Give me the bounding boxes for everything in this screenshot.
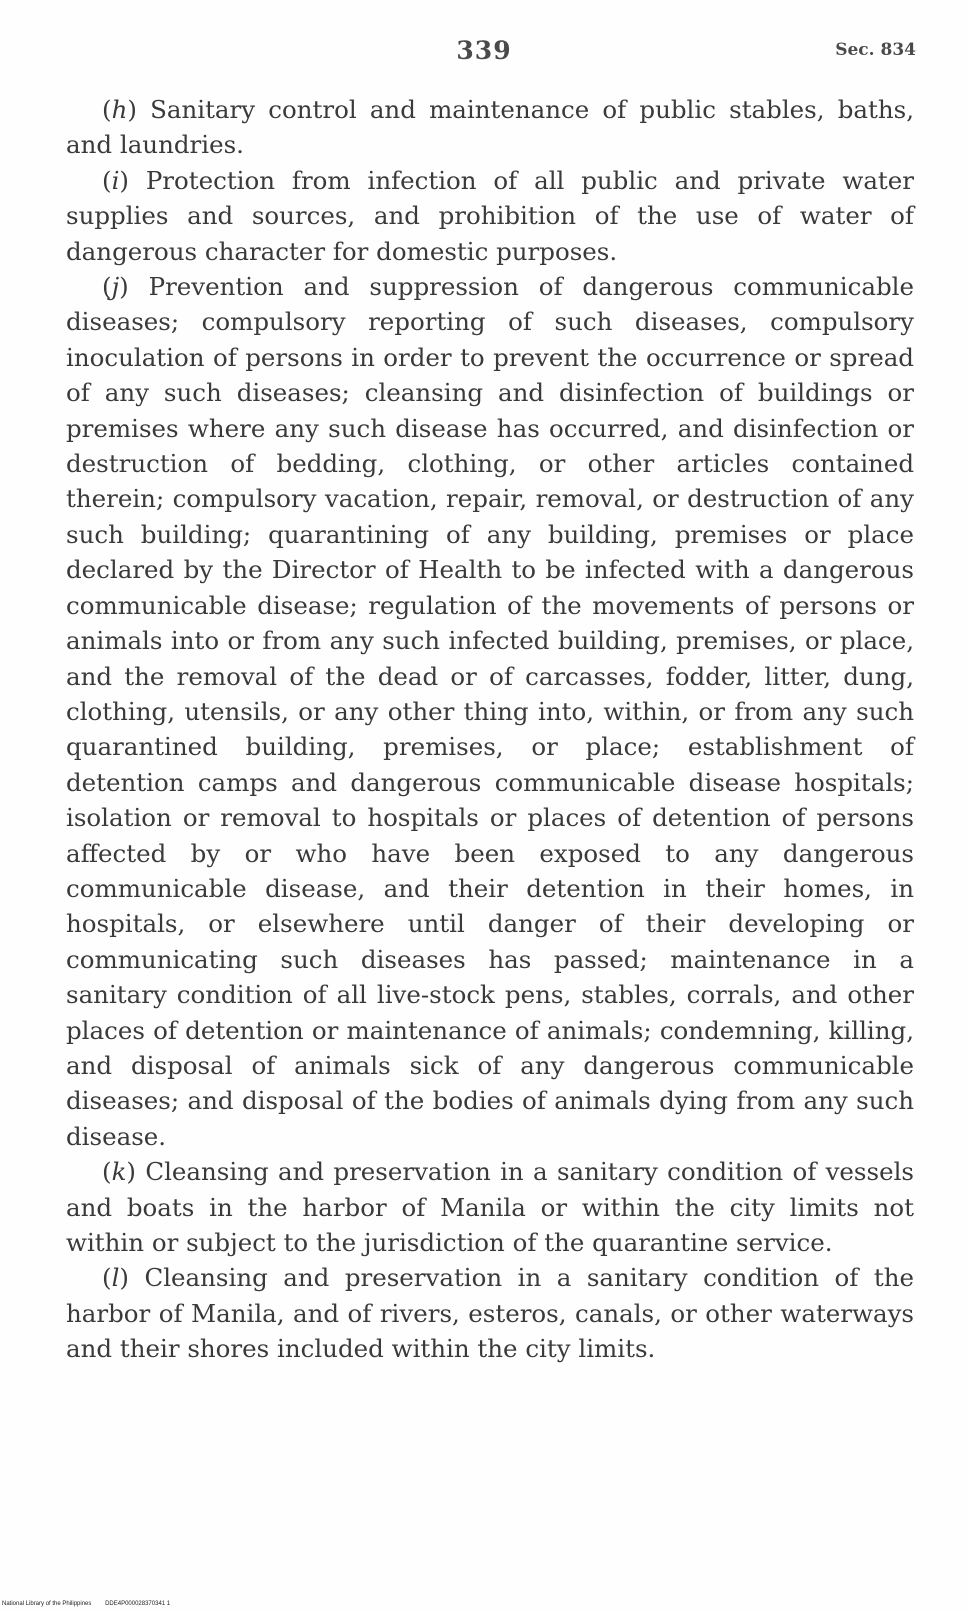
footer-code: DDE4P000028370341 1 (105, 1601, 171, 1607)
paragraph-k: (k) Cleansing and preservation in a sanitary condition of vessels and boats in the harbor of Manila or within the city limits not within or subject to the jurisdiction of the quarantine service. (66, 1157, 914, 1257)
body-text (66, 92, 914, 1367)
paragraph-h: (h) Sanitary control and maintenance of public stables, baths, and laundries. (66, 95, 914, 160)
paragraph-letter: h (111, 95, 128, 124)
paragraph-text: Prevention and suppression of dangerous communicable diseases; compulsory reporting of such diseases, compulsory inoculation of persons in order to prevent the occurrence or spread of any such diseases; cleansing and disinfection of buildings or premises where any such disease has occurred, and disinfection or destruction of bedding, clothing, or other articles contained therein; compulsory vacation, repair, removal, or destruction of any such building; quarantining of any building, premises or place declared by the Director of Health to be infected with a dangerous communicable disease; regulation of the movements of persons or animals into or from any such infected building, premises, or place, and the removal of the dead or of carcasses, fodder, litter, dung, clothing, utensils, or any other thing into, within, or from any such quarantined building, premises, or place; establishment of detention camps and dangerous communicable disease hospitals; isolation or removal to hospitals or places of detention of persons affected by or who have been exposed to any dangerous communicable disease, and their detention in their homes, in hospitals, or elsewhere until danger of their developing or communicating such diseases has passed; maintenance in a sanitary condition of all live-stock pens, stables, corrals, and other places of detention or maintenance of animals; condemning, killing, and disposal of animals sick of any dangerous communicable diseases; and disposal of the bodies of animals dying from any such disease. (66, 272, 914, 1151)
paragraph-letter: l (111, 1263, 120, 1293)
paragraph-letter: k (111, 1157, 127, 1187)
page-number: 339 (456, 36, 512, 65)
paragraph-text: Sanitary control and maintenance of public stables, baths, and laundries. (66, 95, 914, 160)
paragraph-j: (j) Prevention and suppression of dangerous communicable diseases; compulsory reporting of such diseases, compulsory inoculation of persons in order to prevent the occurrence or spread of any such diseases; cleansing and disinfection of buildings or premises where any such disease has occurred, and disinfection or destruction of bedding, clothing, or other articles contained therein; compulsory vacation, repair, removal, or destruction of any such building; quarantining of any building, premises or place declared by the Director of Health to be infected with a dangerous communicable disease; regulation of the movements of persons or animals into or from any such infected building, premises, or place, and the removal of the dead or of carcasses, fodder, litter, dung, clothing, utensils, or any other thing into, within, or from any such quarantined building, premises, or place; establishment of detention camps and dangerous communicable disease hospitals; isolation or removal to hospitals or places of detention of persons affected by or who have been exposed to any dangerous communicable disease, and their detention in their homes, in hospitals, or elsewhere until danger of their developing or communicating such diseases has passed; maintenance in a sanitary condition of all live-stock pens, stables, corrals, and other places of detention or maintenance of animals; condemning, killing, and disposal of animals sick of any dangerous communicable diseases; and disposal of the bodies of animals dying from any such disease. (66, 272, 914, 1151)
footer-library: National Library of the Philippines (2, 1601, 92, 1607)
paragraph-letter: j (111, 272, 120, 302)
section-reference: Sec. 834 (835, 40, 916, 60)
paragraph-l: (l) Cleansing and preservation in a sanitary condition of the harbor of Manila, and of rivers, esteros, canals, or other waterways and their shores included within the city limits. (66, 1263, 914, 1364)
paragraph-text: Cleansing and preservation in a sanitary condition of vessels and boats in the harbor of Manila or within the city limits not within or subject to the jurisdiction of the quarantine service. (66, 1157, 914, 1257)
paragraph-text: Protection from infection of all public and private water supplies and sources, and prohibition of the use of water of dangerous character for domestic purposes. (66, 165, 914, 266)
paragraph-text: Cleansing and preservation in a sanitary condition of the harbor of Manila, and of rivers, esteros, canals, or other waterways and their shores included within the city limits. (66, 1263, 914, 1364)
paragraph-letter: i (111, 165, 120, 195)
paragraph-i: (i) Protection from infection of all public and private water supplies and sources, and prohibition of the use of water of dangerous character for domestic purposes. (66, 165, 914, 266)
scan-footer (2, 1601, 182, 1607)
